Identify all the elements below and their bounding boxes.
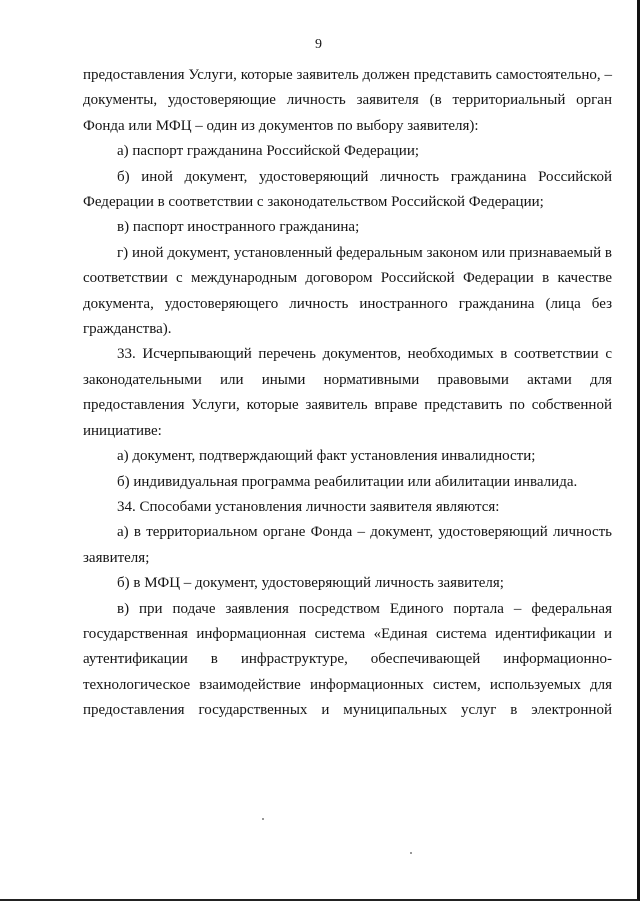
list-item-b-rehab-program: б) индивидуальная программа реабилитации или абилитации инвалида. [117, 473, 578, 490]
paragraph-33: 33. Исчерпывающий перечень документов, необходимых в соответствии с законодательными или иными нормативными правовыми актами для предоставления Услуги, которые заявитель вправе представить по собственной инициативе: [83, 346, 612, 439]
document-body [83, 63, 612, 724]
list-item-g-other-id-foreign: г) иной документ, установленный федеральным законом или признаваемый в соответствии с международным договором Российской Федерации в качестве документа, удостоверяющего личность иностранного гражданина (лица без гражданства). [83, 244, 612, 338]
page-number: 9 [315, 37, 322, 52]
list-item-b-other-id-rf: б) иной документ, удостоверяющий личность гражданина Российской Федерации в соответствии с законодательством Российской Федерации; [83, 168, 612, 211]
list-item-a-passport-rf: а) паспорт гражданина Российской Федерации; [117, 143, 420, 160]
scan-speck [262, 818, 264, 820]
list-item-a-disability-doc: а) документ, подтверждающий факт установления инвалидности; [117, 448, 536, 465]
scan-speck [410, 852, 412, 854]
list-item-v-foreign-passport: в) паспорт иностранного гражданина; [117, 219, 360, 236]
list-item-v-single-portal: в) при подаче заявления посредством Единого портала – федеральная государственная информационная система «Единая система идентификации и аутентификации в инфраструктуре, обеспечивающей информационно-технологическое взаимодействие информационных систем, используемых для предоставления государственных и муниципальных услуг в электронной [83, 600, 612, 719]
paragraph-34: 34. Способами установления личности заявителя являются: [117, 498, 500, 515]
list-item-b-mfc: б) в МФЦ – документ, удостоверяющий личность заявителя; [117, 575, 504, 592]
list-item-a-fund-office: а) в территориальном органе Фонда – документ, удостоверяющий личность заявителя; [83, 524, 612, 566]
paragraph-continuation: предоставления Услуги, которые заявитель должен представить самостоятельно, – документы, удостоверяющие личность заявителя (в территориальный орган Фонда или МФЦ – один из документов по выбору заявителя): [83, 67, 612, 134]
